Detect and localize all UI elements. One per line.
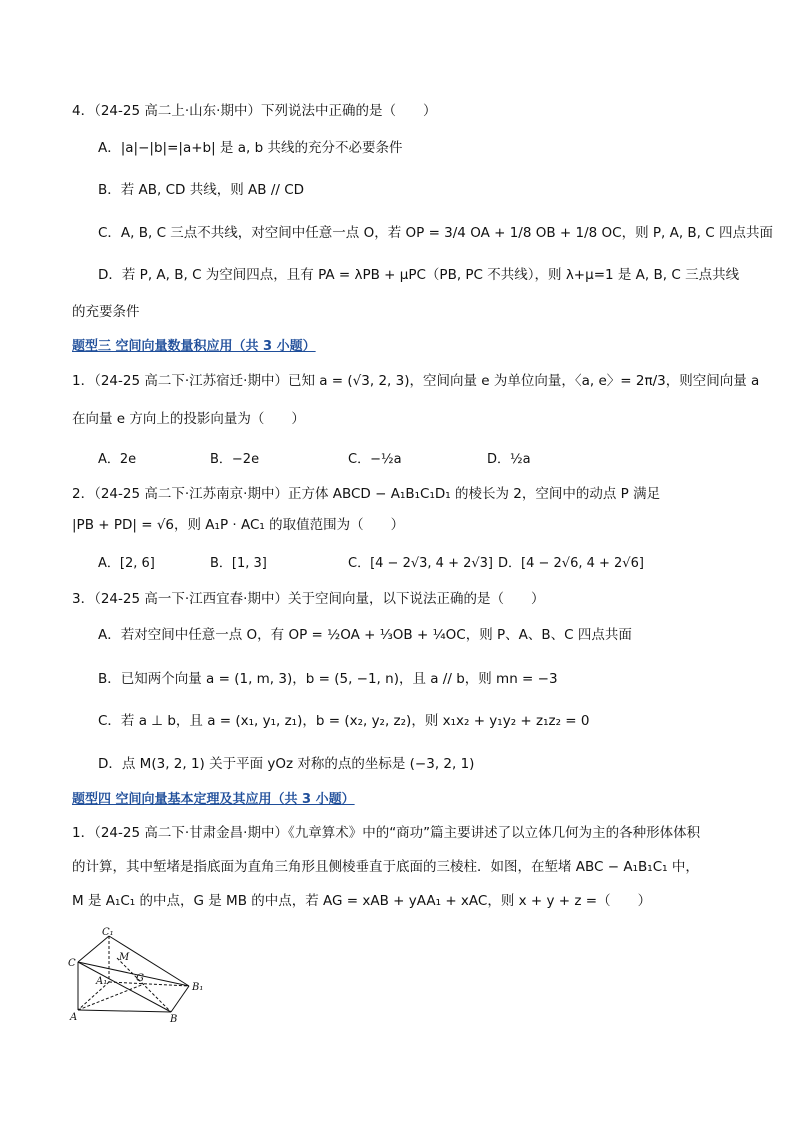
s3q1-option-a: A．2e (98, 452, 137, 467)
s3q2-stem-line2: |PB + PD| = √6，则 A₁P · AC₁ 的取值范围为（ ） (72, 517, 405, 533)
s3q3-option-b: B．已知两个向量 a = (1, m, 3)，b = (5, −1, n)，且 a // b，则 mn = −3 (98, 671, 558, 687)
label-a1: A₁ (96, 976, 108, 987)
label-a: A (70, 1012, 78, 1022)
prism-figure (66, 926, 216, 1022)
s3q1-option-d: D．½a (487, 452, 531, 467)
q4-option-b: B．若 AB, CD 共线，则 AB // CD (98, 182, 305, 198)
s4q1-stem-line1: 1．（24-25 高二下·甘肃金昌·期中）《九章算术》中的“商功”篇主要讲述了以立体几何为主的各种形体体积 (72, 825, 701, 841)
q4-option-c: C．A, B, C 三点不共线，对空间中任意一点 O，若 OP = 3/4 OA + 1/8 OB + 1/8 OC，则 P, A, B, C 四点共面 (98, 225, 773, 241)
label-m: M (119, 952, 130, 963)
section-heading-4: 题型四 空间向量基本定理及其应用（共 3 小题） (72, 792, 355, 807)
q4-option-d-line1: D．若 P, A, B, C 为空间四点，且有 PA = λPB + μPC（PB, PC 不共线），则 λ+μ=1 是 A, B, C 三点共线 (98, 267, 740, 283)
s3q2-option-b: B．[1, 3] (210, 556, 267, 571)
s3q2-stem-line1: 2．（24-25 高二下·江苏南京·期中）正方体 ABCD − A₁B₁C₁D₁ 的棱长为 2，空间中的动点 P 满足 (72, 486, 661, 502)
s3q2-option-c: C．[4 − 2√3, 4 + 2√3] (348, 556, 493, 571)
s3q1-stem-line1: 1．（24-25 高二下·江苏宿迁·期中）已知 a = (√3, 2, 3)，空间向量 e 为单位向量，〈a, e〉= 2π/3，则空间向量 a (72, 373, 760, 389)
s3q1-option-b: B．−2e (210, 452, 260, 467)
label-c: C (68, 958, 76, 969)
label-b1: B₁ (192, 982, 204, 993)
s3q3-option-a: A．若对空间中任意一点 O，有 OP = ½OA + ⅓OB + ¼OC，则 P、A、B、C 四点共面 (98, 627, 632, 643)
label-g: G (136, 973, 144, 984)
s3q1-option-c: C．−½a (348, 452, 402, 467)
s3q3-stem: 3．（24-25 高一下·江西宜春·期中）关于空间向量，以下说法正确的是（ ） (72, 591, 545, 607)
s3q2-option-a: A．[2, 6] (98, 556, 155, 571)
s3q3-option-d: D．点 M(3, 2, 1) 关于平面 yOz 对称的点的坐标是 (−3, 2, 1) (98, 756, 475, 772)
label-b: B (170, 1014, 178, 1022)
q4-stem: 4．（24-25 高二上·山东·期中）下列说法中正确的是（ ） (72, 103, 437, 119)
label-c1: C₁ (102, 927, 114, 938)
q4-option-a: A．|a|−|b|=|a+b| 是 a, b 共线的充分不必要条件 (98, 140, 403, 156)
s3q2-option-d: D．[4 − 2√6, 4 + 2√6] (498, 556, 644, 571)
s4q1-stem-line2: 的计算，其中堑堵是指底面为直角三角形且侧棱垂直于底面的三棱柱．如图，在堑堵 ABC − A₁B₁C₁ 中， (72, 859, 699, 875)
s4q1-stem-line3: M 是 A₁C₁ 的中点，G 是 MB 的中点，若 AG = xAB + yAA₁ + xAC，则 x + y + z =（ ） (72, 893, 652, 909)
section-heading-3: 题型三 空间向量数量积应用（共 3 小题） (72, 339, 316, 354)
q4-option-d-line2: 的充要条件 (72, 304, 140, 320)
s3q3-option-c: C．若 a ⊥ b，且 a = (x₁, y₁, z₁)，b = (x₂, y₂, z₂)，则 x₁x₂ + y₁y₂ + z₁z₂ = 0 (98, 713, 590, 729)
s3q1-stem-line2: 在向量 e 方向上的投影向量为（ ） (72, 411, 305, 427)
